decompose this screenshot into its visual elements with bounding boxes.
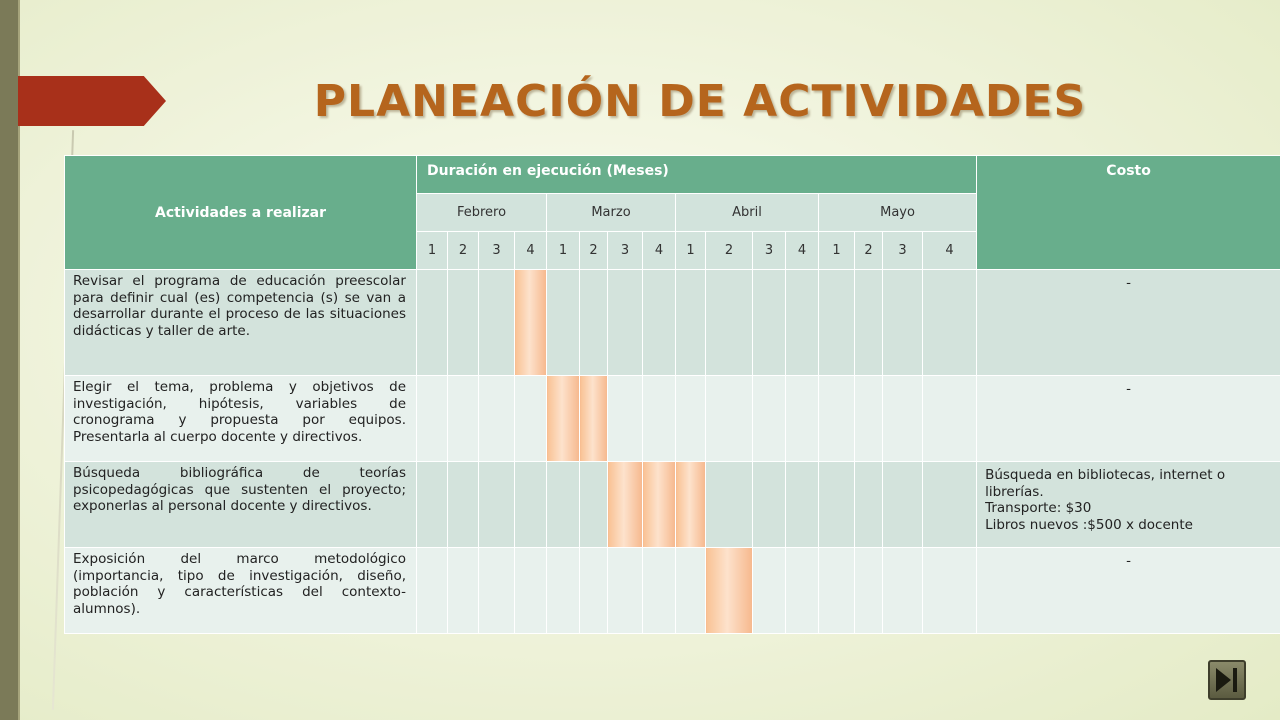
cost-line: - [1126,275,1132,291]
schedule-cell [515,376,547,462]
schedule-cell [417,376,448,462]
schedule-cell [819,462,855,548]
week-header: 4 [643,232,676,270]
schedule-cell [448,376,479,462]
schedule-cell [753,548,786,634]
schedule-cell [608,548,643,634]
schedule-cell-active [547,376,580,462]
cost-line: Búsqueda en bibliotecas, internet o librerías. [985,467,1226,500]
schedule-cell [883,270,923,376]
cost-cell [977,462,1280,548]
cost-line: - [1126,553,1132,569]
cost-line: Libros nuevos :$500 x docente [985,516,1193,533]
header-cost: Costo [977,156,1280,270]
header-duration: Duración en ejecución (Meses) [417,156,977,194]
activity-cell: Búsqueda bibliográfica de teorías psicopedagógicas que sustenten el proyecto; exponerlas al personal docente y directivos. [65,462,417,548]
schedule-cell [855,376,883,462]
page-title: PLANEACIÓN DE ACTIVIDADES [313,76,1087,127]
month-header: Abril [676,194,819,232]
schedule-cell [855,548,883,634]
schedule-cell [417,548,448,634]
week-header: 4 [923,232,977,270]
week-header: 4 [786,232,819,270]
week-header: 4 [515,232,547,270]
schedule-cell [479,270,515,376]
week-header: 2 [580,232,608,270]
activity-cell: Revisar el programa de educación preescolar para definir cual (es) competencia (s) se van a desarrollar durante el proceso de las situaciones didácticas y taller de arte. [65,270,417,376]
schedule-cell [448,462,479,548]
schedule-cell [855,462,883,548]
schedule-cell [479,462,515,548]
schedule-cell [819,376,855,462]
week-header: 2 [855,232,883,270]
schedule-cell [643,548,676,634]
schedule-cell [753,270,786,376]
schedule-cell [819,270,855,376]
cost-line: Transporte: $30 [985,500,1092,516]
schedule-cell [580,548,608,634]
schedule-cell [923,548,977,634]
schedule-cell [676,270,706,376]
week-header: 2 [448,232,479,270]
schedule-cell [706,462,753,548]
week-header: 3 [753,232,786,270]
end-of-show-icon [1214,666,1240,694]
table-row [65,548,1280,634]
week-header: 1 [417,232,448,270]
schedule-cell [547,462,580,548]
week-header: 3 [479,232,515,270]
month-header: Mayo [819,194,977,232]
schedule-cell [448,270,479,376]
schedule-cell [786,270,819,376]
schedule-cell-active [676,462,706,548]
week-header: 3 [608,232,643,270]
cost-line: - [1126,381,1132,397]
table-row [65,270,1280,376]
schedule-cell [547,270,580,376]
activity-cell: Elegir el tema, problema y objetivos de investigación, hipótesis, variables de cronograma y propuesta por equipos. Presentarla al cuerpo docente y directivos. [65,376,417,462]
schedule-cell [515,462,547,548]
end-show-button[interactable] [1208,660,1246,700]
cost-cell [977,270,1280,376]
schedule-cell [883,462,923,548]
schedule-cell [643,270,676,376]
schedule-cell [786,548,819,634]
activities-table [64,155,1280,634]
schedule-cell [479,548,515,634]
schedule-cell [923,376,977,462]
cost-cell [977,376,1280,462]
schedule-cell [883,376,923,462]
schedule-cell-active [580,376,608,462]
title-arrow-decoration [18,76,166,126]
schedule-cell [883,548,923,634]
schedule-cell [706,376,753,462]
schedule-cell [706,270,753,376]
schedule-cell [753,376,786,462]
schedule-cell [580,462,608,548]
schedule-cell [923,270,977,376]
week-header: 3 [883,232,923,270]
week-header: 1 [819,232,855,270]
schedule-cell [786,376,819,462]
schedule-cell [819,548,855,634]
activity-cell: Exposición del marco metodológico (importancia, tipo de investigación, diseño, población y características del contexto-alumnos). [65,548,417,634]
schedule-cell-active [643,462,676,548]
schedule-cell-active [608,462,643,548]
schedule-cell [417,462,448,548]
schedule-cell [753,462,786,548]
schedule-cell [643,376,676,462]
left-accent-bar [0,0,18,720]
schedule-cell [580,270,608,376]
schedule-cell [608,376,643,462]
week-header: 1 [676,232,706,270]
month-header: Marzo [547,194,676,232]
schedule-cell-active [706,548,753,634]
table-row [65,462,1280,548]
schedule-cell [448,548,479,634]
schedule-cell [547,548,580,634]
table-row [65,376,1280,462]
schedule-cell [855,270,883,376]
schedule-cell [608,270,643,376]
schedule-cell [417,270,448,376]
month-header: Febrero [417,194,547,232]
header-activities: Actividades a realizar [65,156,417,270]
schedule-cell [676,376,706,462]
schedule-cell [786,462,819,548]
week-header: 1 [547,232,580,270]
schedule-cell [923,462,977,548]
schedule-cell [479,376,515,462]
week-header: 2 [706,232,753,270]
schedule-cell-active [515,270,547,376]
cost-cell [977,548,1280,634]
schedule-cell [515,548,547,634]
schedule-cell [676,548,706,634]
